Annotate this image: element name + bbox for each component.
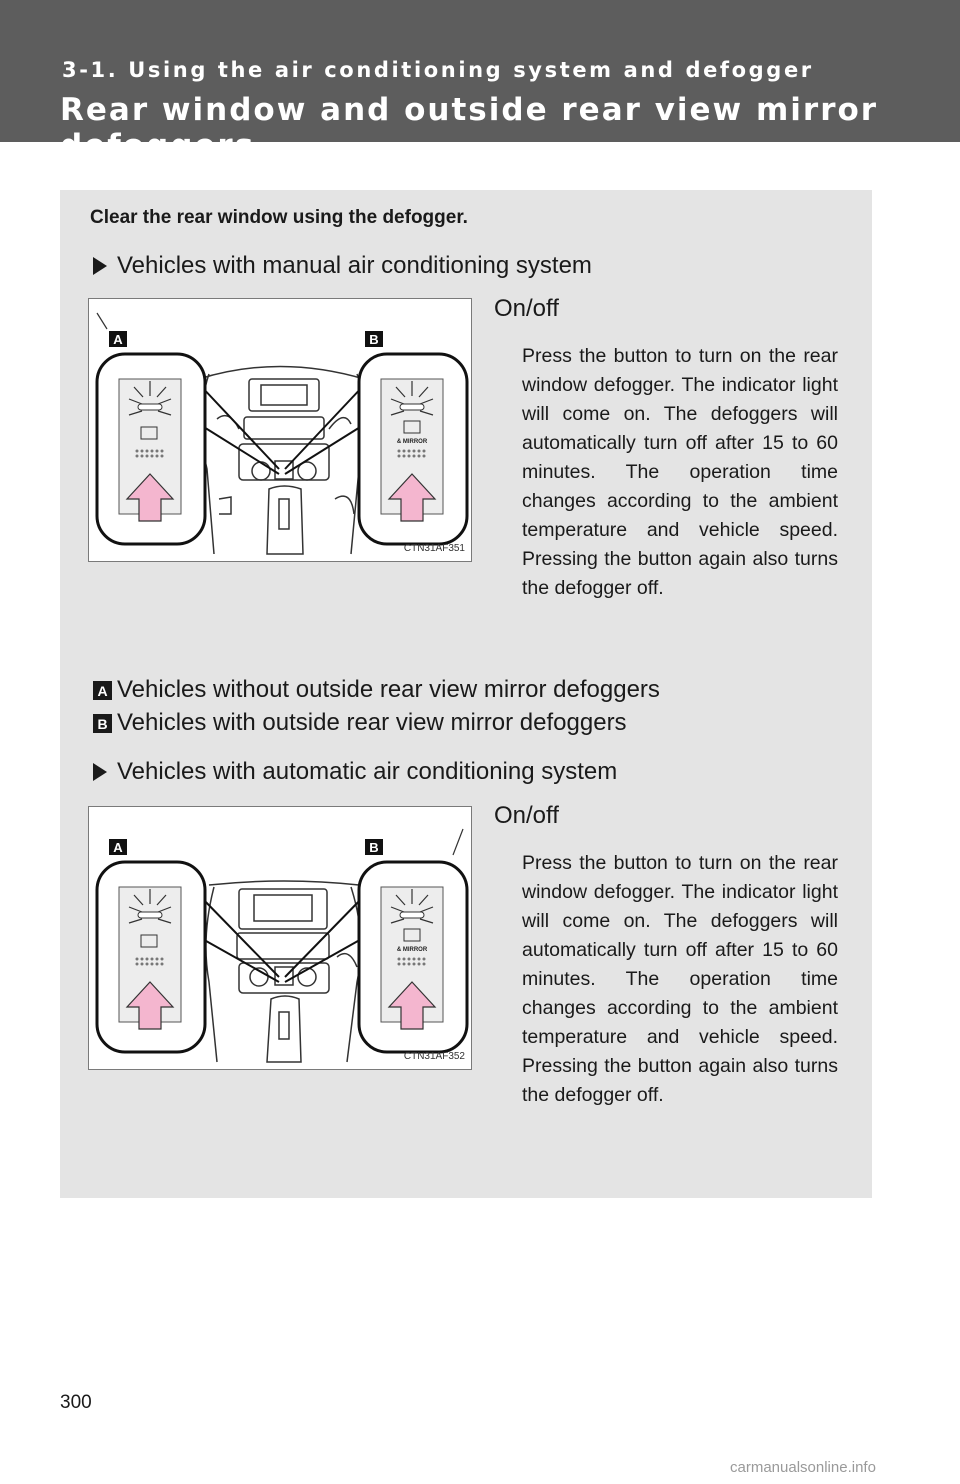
manual-description: Press the button to turn on the rear window defogger. The indicator light will come on. The defoggers will automatically turn off after 15 to 60 minutes. The operation time changes according to the ambient temperature and vehicle speed. Pressing the button again also turns the defogger off.	[522, 345, 838, 599]
manual-onoff: On/off	[494, 295, 559, 322]
triangle-bullet-icon	[93, 763, 107, 781]
automatic-figure	[88, 806, 472, 1070]
figure-label-b: B	[369, 840, 379, 855]
page-number: 300	[60, 1392, 92, 1413]
dashboard-illustration	[89, 807, 471, 1069]
section-title: 3-1. Using the air conditioning system and defogger	[62, 58, 814, 82]
mirror-label: & MIRROR	[396, 947, 428, 953]
manual-figure	[88, 298, 472, 562]
triangle-bullet-icon	[93, 257, 107, 275]
manual-heading	[93, 252, 592, 280]
mirror-label: & MIRROR	[396, 439, 428, 445]
figure-code: CTN31AF352	[403, 1051, 465, 1062]
legend-badge-a: A	[93, 681, 112, 700]
legend-text-a: Vehicles without outside rear view mirror defoggers	[117, 676, 660, 703]
legend-b	[93, 709, 627, 737]
intro-text: Clear the rear window using the defogger.	[90, 207, 468, 228]
manual-heading-text: Vehicles with manual air conditioning system	[117, 252, 592, 279]
figure-label-b: B	[369, 332, 379, 347]
automatic-heading	[93, 758, 617, 786]
page-header	[0, 0, 960, 164]
legend-a	[93, 676, 660, 704]
legend-text-b: Vehicles with outside rear view mirror defoggers	[117, 709, 627, 736]
automatic-heading-text: Vehicles with automatic air conditioning system	[117, 758, 618, 785]
figure-label-a: A	[113, 332, 123, 347]
automatic-description: Press the button to turn on the rear window defogger. The indicator light will come on. The defoggers will automatically turn off after 15 to 60 minutes. The operation time changes according to the ambient temperature and vehicle speed. Pressing the button again also turns the defogger off.	[522, 852, 838, 1106]
page-title: Rear window and outside rear view mirror defoggers	[60, 92, 879, 164]
dashboard-illustration	[89, 299, 471, 561]
legend-badge-b: B	[93, 714, 112, 733]
figure-code: CTN31AF351	[403, 543, 465, 554]
figure-label-a: A	[113, 840, 123, 855]
automatic-onoff: On/off	[494, 802, 559, 829]
watermark: carmanualsonline.info	[730, 1459, 876, 1476]
